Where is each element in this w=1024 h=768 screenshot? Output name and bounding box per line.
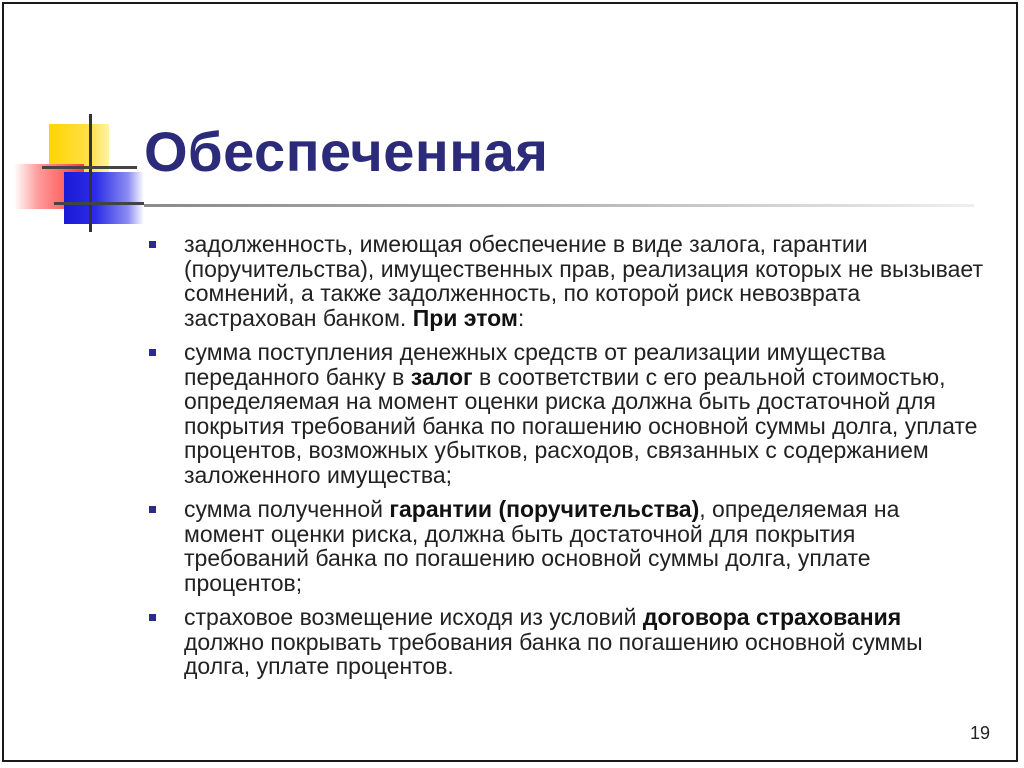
bullet-list: [144, 232, 984, 689]
bullet-text: :: [517, 304, 525, 331]
bullet-text: сумма поступления денежных средств от реализации имущества переданного банку в: [184, 339, 886, 390]
bullet-text: задолженность, имеющая обеспечение в виде залога, гарантии (поручительства), имущественных прав, реализация которых не вызывает сомнений, а также задолженность, по которой риск невозврата застрахован банком.: [184, 231, 983, 331]
blue-square: [64, 172, 144, 224]
bullet-text: страховое возмещение исходя из условий: [184, 604, 643, 630]
bullet-text: должно покрывать требования банка по погашению основной суммы долга, уплате процентов.: [184, 628, 923, 679]
list-item: [144, 232, 984, 330]
horizontal-rule: [42, 166, 137, 169]
bullet-emphasis: договора страхования: [642, 604, 902, 630]
bullet-text: , определяемая на момент оценки риска, должна быть достаточной для покрытия требований банка по погашению основной суммы долга, уплате процентов;: [184, 496, 900, 596]
page-number: 19: [969, 723, 990, 743]
square-bullet-icon: [149, 241, 156, 248]
slide-title: Обеспеченная: [144, 120, 549, 183]
square-bullet-icon: [149, 349, 156, 356]
vertical-rule: [89, 114, 92, 232]
horizontal-rule: [54, 202, 144, 205]
square-bullet-icon: [149, 506, 156, 513]
bullet-text: сумма полученной: [184, 496, 390, 522]
list-item: [144, 605, 984, 679]
list-item: [144, 497, 984, 595]
square-bullet-icon: [149, 614, 156, 621]
corner-decoration: [4, 4, 154, 234]
bullet-emphasis: залог: [410, 363, 473, 390]
bullet-emphasis: гарантии (поручительства): [389, 496, 700, 522]
bullet-emphasis: При этом: [412, 304, 518, 331]
list-item: [144, 340, 984, 487]
slide-frame: [2, 2, 1018, 762]
title-underline: [144, 204, 974, 207]
bullet-text: в соответствии с его реальной стоимостью, определяемая на момент оценки риска должна быть достаточной для покрытия требований банка по погашению основной суммы долга, уплате процентов, возможных убытков, расходов, связанных с содержанием заложенного имущества;: [184, 363, 978, 488]
